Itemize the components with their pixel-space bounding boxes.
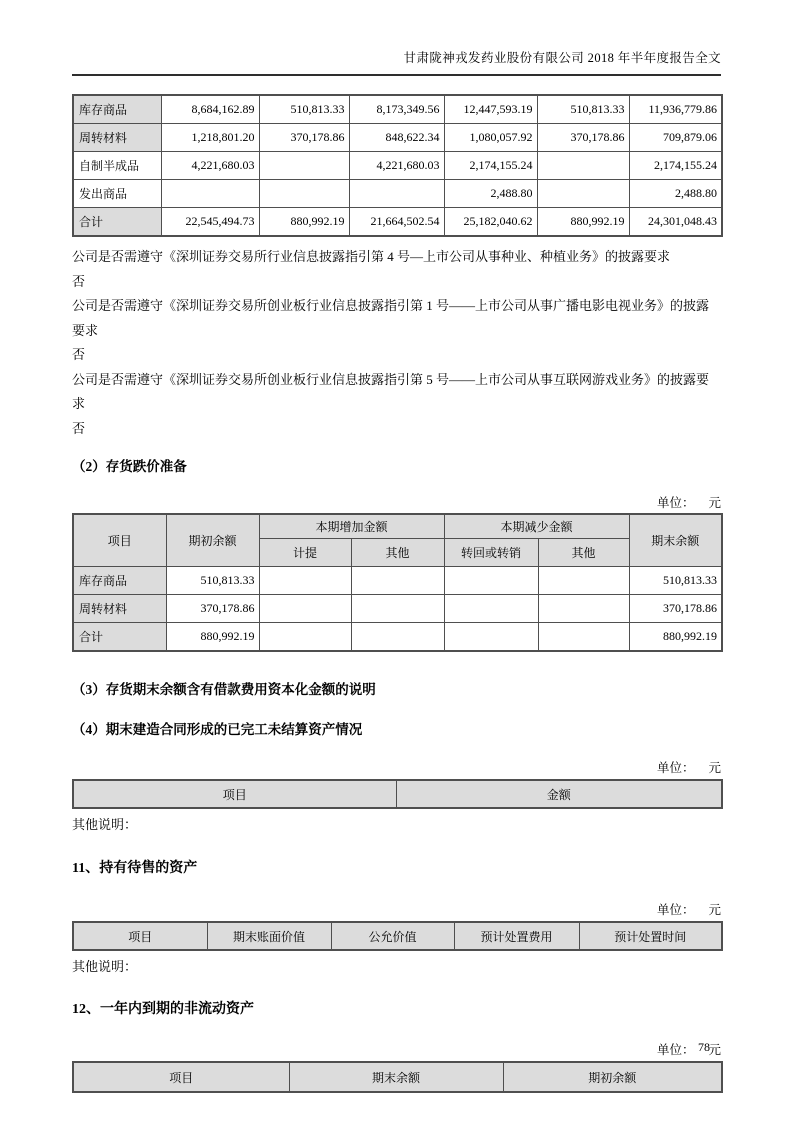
row-label-cell: 周转材料 [73, 595, 166, 623]
column-header: 其他 [351, 539, 444, 567]
compliance-question: 公司是否需遵守《深圳证券交易所创业板行业信息披露指引第 5 号——上市公司从事互联网游戏业务》的披露要求 [72, 371, 710, 411]
held-for-sale-table [72, 921, 723, 951]
column-header: 预计处置费用 [454, 922, 579, 950]
compliance-question: 公司是否需遵守《深圳证券交易所创业板行业信息披露指引第 1 号——上市公司从事广播电影电视业务》的披露要求 [72, 298, 710, 338]
table-row-total [73, 623, 722, 652]
column-header: 项目 [73, 780, 396, 808]
table-row [73, 124, 722, 152]
value-cell: 22,545,494.73 [161, 208, 259, 237]
column-header: 期末余额 [289, 1062, 503, 1092]
value-cell [538, 623, 629, 652]
unit-label: 单位： [656, 496, 695, 510]
value-cell [351, 567, 444, 595]
value-cell: 1,080,057.92 [444, 124, 537, 152]
unit-line [72, 1040, 721, 1058]
value-cell: 8,173,349.56 [349, 95, 444, 124]
row-label-cell: 库存商品 [73, 567, 166, 595]
value-cell: 510,813.33 [166, 567, 259, 595]
table-row-total [73, 208, 722, 237]
impairment-provision-table [72, 513, 723, 652]
value-cell [349, 180, 444, 208]
value-cell: 11,936,779.86 [629, 95, 722, 124]
value-cell [538, 595, 629, 623]
value-cell [259, 180, 349, 208]
value-cell: 880,992.19 [166, 623, 259, 652]
unit-value: 元 [708, 761, 721, 775]
unit-value: 元 [708, 496, 721, 510]
value-cell: 370,178.86 [259, 124, 349, 152]
row-label-cell: 合计 [73, 623, 166, 652]
row-label-cell: 发出商品 [73, 180, 161, 208]
value-cell [351, 595, 444, 623]
value-cell: 1,218,801.20 [161, 124, 259, 152]
column-header: 金额 [396, 780, 722, 808]
section-heading-borrowing-cost-note: （3）存货期末余额含有借款费用资本化金额的说明 [72, 682, 376, 697]
value-cell [537, 180, 629, 208]
section-heading-construction-contract: （4）期末建造合同形成的已完工未结算资产情况 [72, 722, 363, 737]
row-label-cell: 合计 [73, 208, 161, 237]
noncurrent-due-table [72, 1061, 723, 1093]
inventory-summary-table [72, 94, 723, 237]
value-cell [351, 623, 444, 652]
column-header: 其他 [538, 539, 629, 567]
value-cell: 709,879.06 [629, 124, 722, 152]
value-cell: 8,684,162.89 [161, 95, 259, 124]
column-header: 期末账面价值 [207, 922, 331, 950]
table-row [73, 567, 722, 595]
value-cell: 2,174,155.24 [629, 152, 722, 180]
unit-line [72, 493, 721, 511]
column-header: 项目 [73, 1062, 289, 1092]
value-cell: 510,813.33 [537, 95, 629, 124]
column-group-header: 本期减少金额 [444, 514, 629, 539]
value-cell: 880,992.19 [259, 208, 349, 237]
unit-label: 单位： [656, 1043, 695, 1057]
table-header-row [73, 922, 722, 950]
section-heading-held-for-sale: 11、持有待售的资产 [72, 861, 198, 876]
table-header-row [73, 1062, 722, 1092]
document-header [72, 0, 721, 76]
table-row [73, 595, 722, 623]
value-cell: 4,221,680.03 [161, 152, 259, 180]
column-header: 计提 [259, 539, 351, 567]
construction-contract-table [72, 779, 723, 809]
value-cell [444, 595, 538, 623]
value-cell: 370,178.86 [629, 595, 722, 623]
value-cell [259, 595, 351, 623]
table-row [73, 180, 722, 208]
row-label-cell: 自制半成品 [73, 152, 161, 180]
table-row [73, 152, 722, 180]
value-cell [444, 567, 538, 595]
value-cell [259, 152, 349, 180]
value-cell: 4,221,680.03 [349, 152, 444, 180]
row-label-cell: 周转材料 [73, 124, 161, 152]
value-cell: 21,664,502.54 [349, 208, 444, 237]
value-cell: 2,488.80 [629, 180, 722, 208]
value-cell [537, 152, 629, 180]
value-cell: 370,178.86 [166, 595, 259, 623]
compliance-statements [72, 245, 721, 441]
other-note-label: 其他说明： [72, 817, 138, 832]
unit-value: 元 [708, 1043, 721, 1057]
value-cell [444, 623, 538, 652]
value-cell: 848,622.34 [349, 124, 444, 152]
unit-label: 单位： [656, 761, 695, 775]
unit-line [72, 900, 721, 918]
value-cell: 2,488.80 [444, 180, 537, 208]
column-header: 期末余额 [629, 514, 722, 567]
value-cell [161, 180, 259, 208]
unit-line [72, 758, 721, 776]
column-header: 预计处置时间 [579, 922, 722, 950]
row-label-cell: 库存商品 [73, 95, 161, 124]
value-cell [538, 567, 629, 595]
value-cell: 370,178.86 [537, 124, 629, 152]
unit-value: 元 [708, 903, 721, 917]
unit-label: 单位： [656, 903, 695, 917]
value-cell: 880,992.19 [629, 623, 722, 652]
compliance-answer: 否 [72, 273, 86, 289]
column-header: 转回或转销 [444, 539, 538, 567]
value-cell: 510,813.33 [259, 95, 349, 124]
section-heading-noncurrent-due: 12、一年内到期的非流动资产 [72, 1002, 254, 1017]
table-header-row [73, 780, 722, 808]
column-header: 项目 [73, 514, 166, 567]
value-cell: 24,301,048.43 [629, 208, 722, 237]
compliance-answer: 否 [72, 420, 86, 436]
compliance-question: 公司是否需遵守《深圳证券交易所行业信息披露指引第 4 号—上市公司从事种业、种植业务》的披露要求 [72, 249, 671, 264]
value-cell: 880,992.19 [537, 208, 629, 237]
document-header-title: 甘肃陇神戎发药业股份有限公司 2018 年半年度报告全文 [403, 51, 721, 65]
value-cell: 12,447,593.19 [444, 95, 537, 124]
section-heading-inventory-impairment: （2）存货跌价准备 [72, 459, 187, 474]
value-cell: 2,174,155.24 [444, 152, 537, 180]
compliance-answer: 否 [72, 347, 86, 362]
table-header-row [73, 514, 722, 539]
value-cell: 510,813.33 [629, 567, 722, 595]
column-header: 期初余额 [503, 1062, 722, 1092]
value-cell [259, 567, 351, 595]
value-cell: 25,182,040.62 [444, 208, 537, 237]
other-note-label: 其他说明： [72, 959, 138, 974]
column-header: 公允价值 [331, 922, 454, 950]
value-cell [259, 623, 351, 652]
column-group-header: 本期增加金额 [259, 514, 444, 539]
column-header: 期初余额 [166, 514, 259, 567]
column-header: 项目 [73, 922, 207, 950]
page-number: 78 [698, 1040, 710, 1054]
table-row [73, 95, 722, 124]
